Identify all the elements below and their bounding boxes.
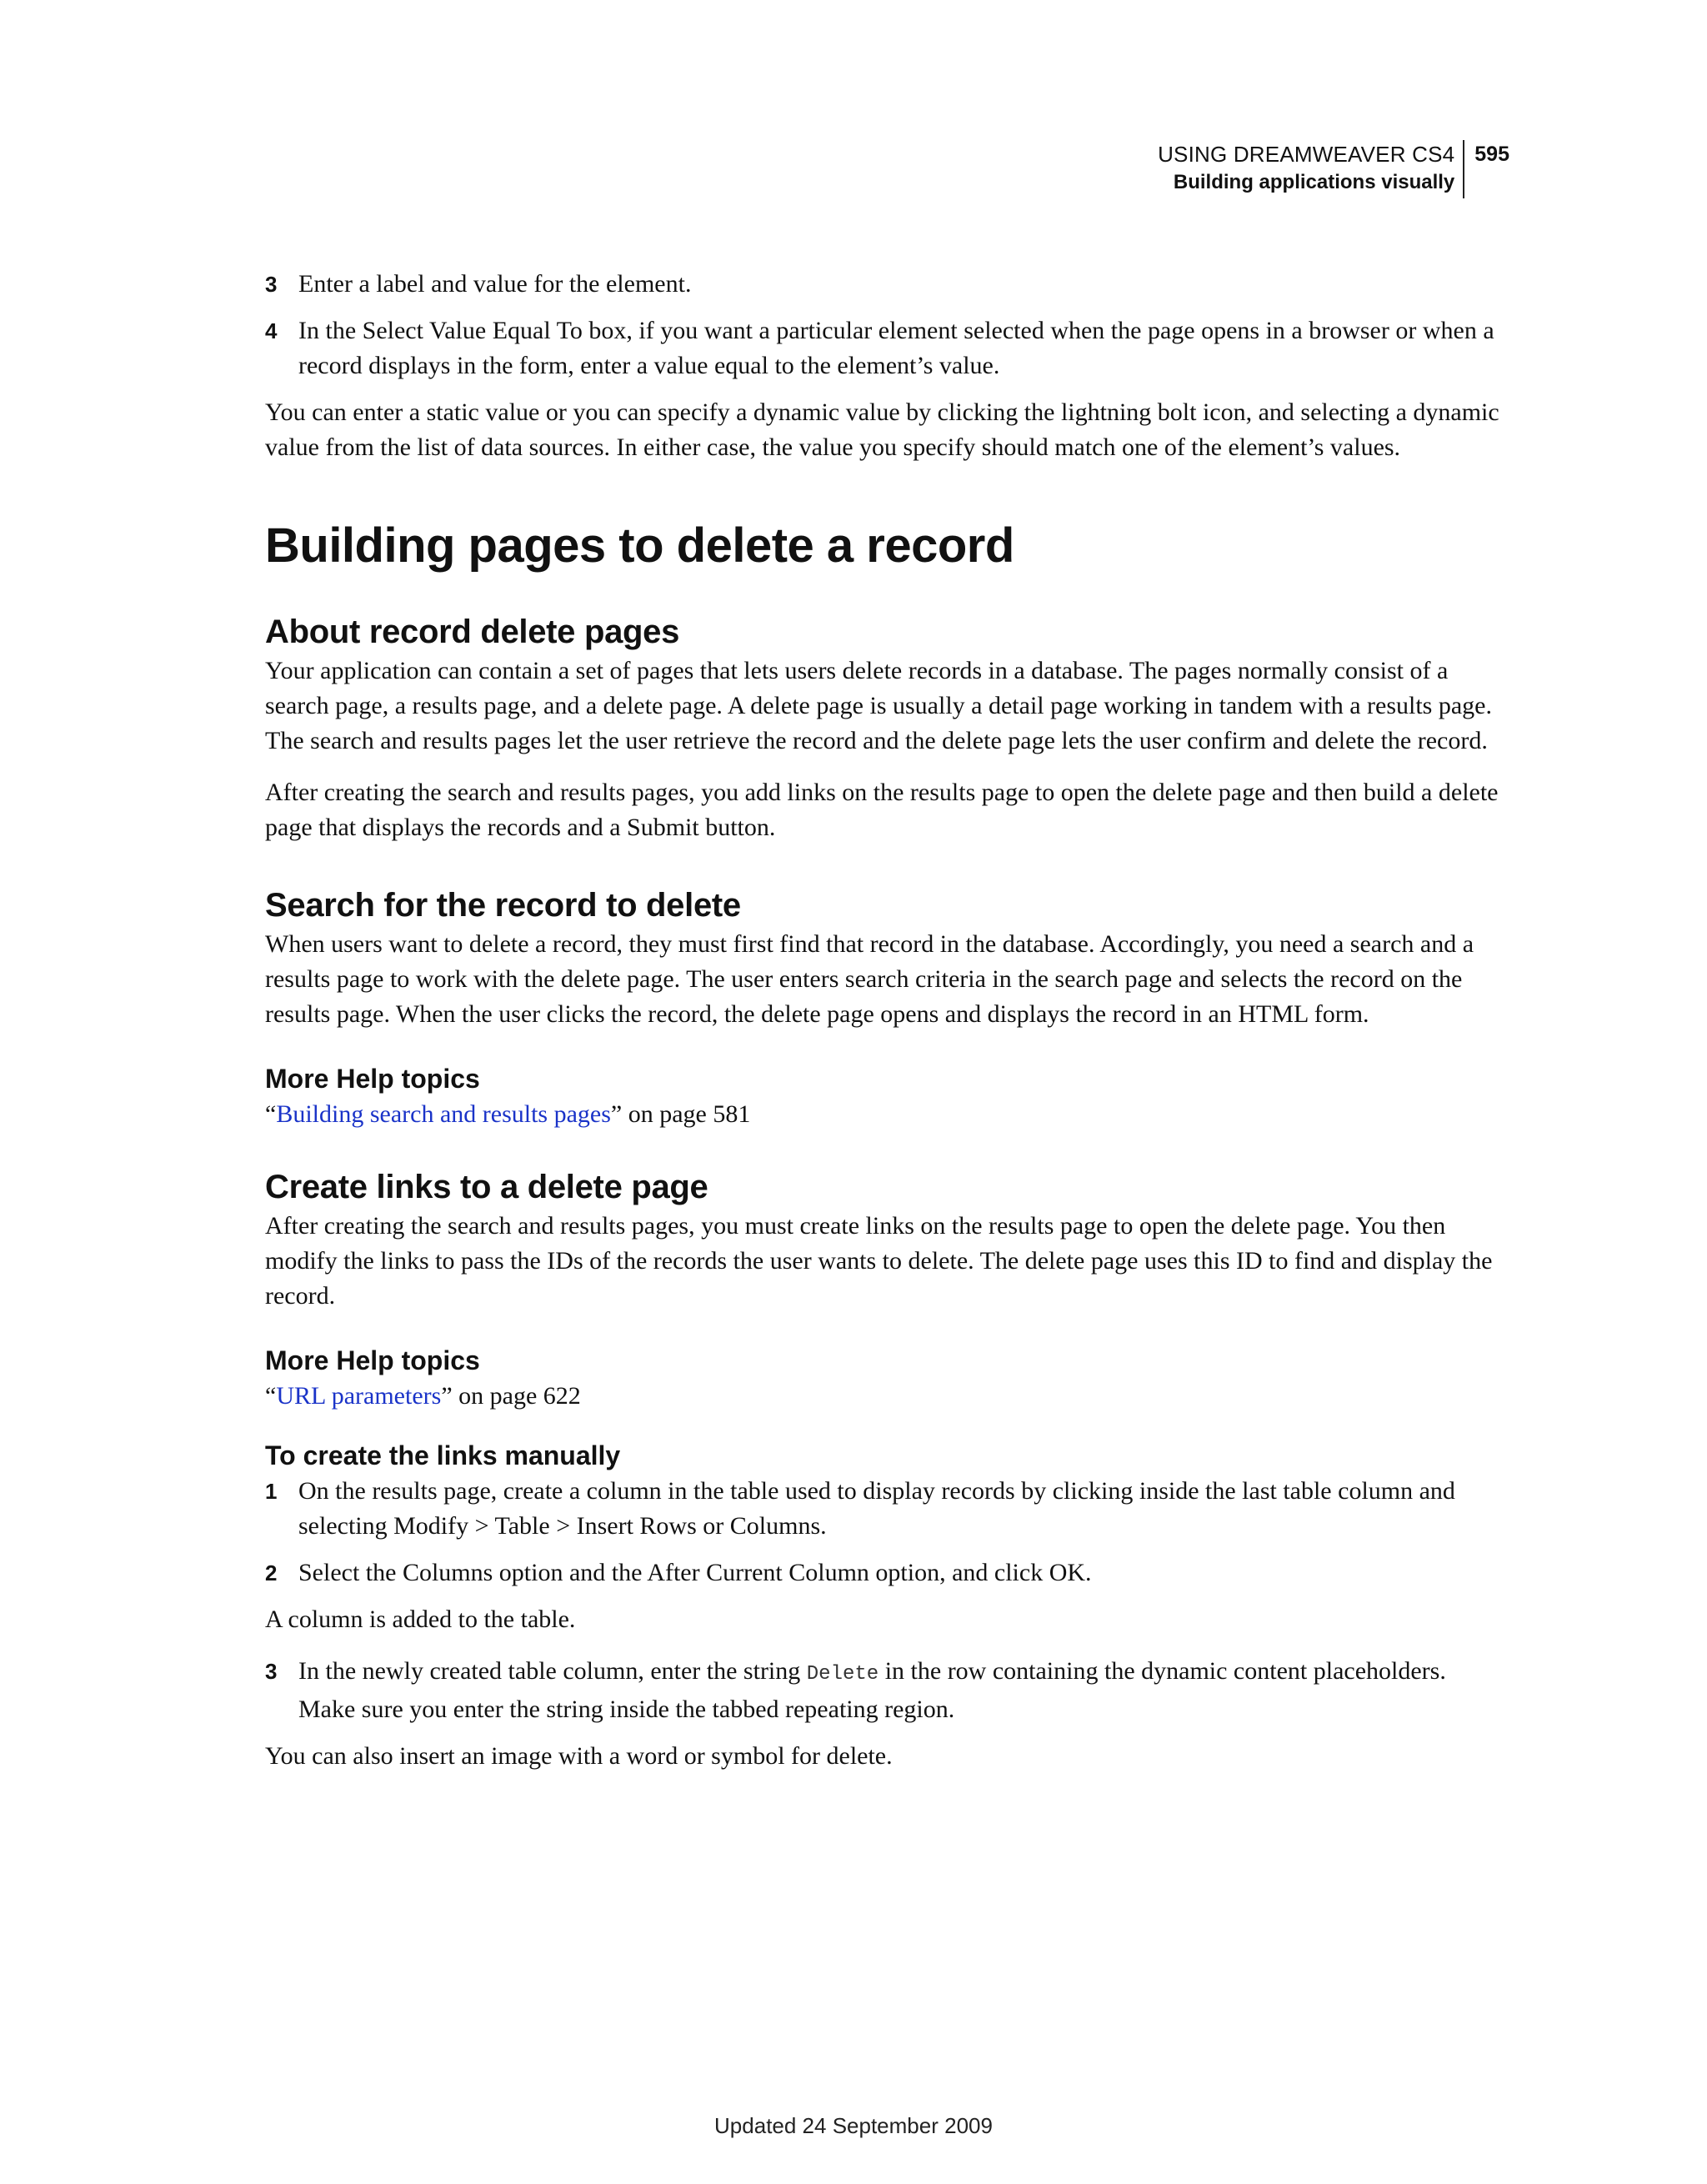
header-title: USING DREAMWEAVER CS4 (1158, 142, 1455, 167)
step-text: Select the Columns option and the After Current Column option, and click OK. (298, 1559, 1092, 1586)
step-number: 2 (265, 1560, 278, 1585)
step-number: 4 (265, 318, 278, 343)
header-subtitle: Building applications visually (1173, 171, 1455, 193)
help-link-url-parameters[interactable]: URL parameters (276, 1382, 442, 1410)
footer-updated: Updated 24 September 2009 (714, 2113, 993, 2138)
manual-step-2 (265, 1555, 1509, 1590)
search-paragraph: When users want to delete a record, they must first find that record in the database. Accordingly, you need a search and a results page to work with the delete page. The user enters search criteria in the search page and selects the record on the results page. When the user clicks the record, the delete page opens and displays the record in an HTML form. (265, 930, 1474, 1028)
about-heading: About record delete pages (265, 614, 680, 650)
header-text (1158, 140, 1464, 198)
step-number: 3 (265, 1659, 278, 1684)
links-paragraph: After creating the search and results pages, you must create links on the results page to open the delete page. You then modify the links to pass the IDs of the records the user wants to delete. The delete page uses this ID to find and display the record. (265, 1212, 1493, 1310)
search-help-heading: More Help topics (265, 1064, 480, 1094)
step-text-after: in the row containing the dynamic content placeholders. Make sure you enter the string inside the tabbed repeating region. (298, 1657, 1446, 1723)
about-paragraph-2: After creating the search and results pages, you add links on the results page to open the delete page and then build a delete page that displays the records and a Submit button. (265, 779, 1499, 841)
manual-note: A column is added to the table. (265, 1605, 576, 1633)
search-heading: Search for the record to delete (265, 887, 741, 924)
help-link-search-results[interactable]: Building search and results pages (276, 1100, 611, 1128)
step-text (298, 1654, 1509, 1727)
intro-paragraph: You can enter a static value or you can specify a dynamic value by clicking the lightning bolt icon, and selecting a dynamic value from the list of data sources. In either case, the value you specify should match one of the element’s values. (265, 398, 1499, 461)
intro-step-3 (265, 267, 1509, 302)
step-text: In the Select Value Equal To box, if you want a particular element selected when the page opens in a browser or when a record displays in the form, enter a value equal to the element’s value. (298, 317, 1494, 379)
intro-step-4 (265, 313, 1509, 383)
running-header (1158, 140, 1509, 198)
about-paragraph-1: Your application can contain a set of pages that lets users delete records in a database. The pages normally consist of a search page, a results page, and a delete page. A delete page is usually a detail page working in tandem with a results page. The search and results pages let the user retrieve the record and the delete page lets the user confirm and delete the record. (265, 657, 1492, 754)
step-number: 1 (265, 1479, 278, 1504)
manual-final: You can also insert an image with a word or symbol for delete. (265, 1742, 893, 1770)
code-delete: Delete (806, 1663, 879, 1686)
help-page-ref: on page 622 (458, 1382, 581, 1410)
manual-step-1 (265, 1474, 1509, 1544)
page-content (265, 267, 1509, 1786)
step-text: On the results page, create a column in the table used to display records by clicking inside the last table column and selecting Modify > Table > Insert Rows or Columns. (298, 1477, 1455, 1540)
step-number: 3 (265, 272, 278, 297)
manual-heading: To create the links manually (265, 1440, 621, 1470)
step-text: Enter a label and value for the element. (298, 270, 692, 298)
help-page-ref: on page 581 (628, 1100, 751, 1128)
step-text-before: In the newly created table column, enter the string (298, 1657, 801, 1685)
links-heading: Create links to a delete page (265, 1169, 708, 1205)
links-help-heading: More Help topics (265, 1345, 480, 1375)
links-help-topic: “URL parameters” on page 622 (265, 1382, 581, 1410)
page-number: 595 (1474, 143, 1509, 166)
main-heading: Building pages to delete a record (265, 518, 1014, 573)
search-help-topic: “Building search and results pages” on page 581 (265, 1100, 751, 1128)
manual-step-3 (265, 1654, 1509, 1727)
